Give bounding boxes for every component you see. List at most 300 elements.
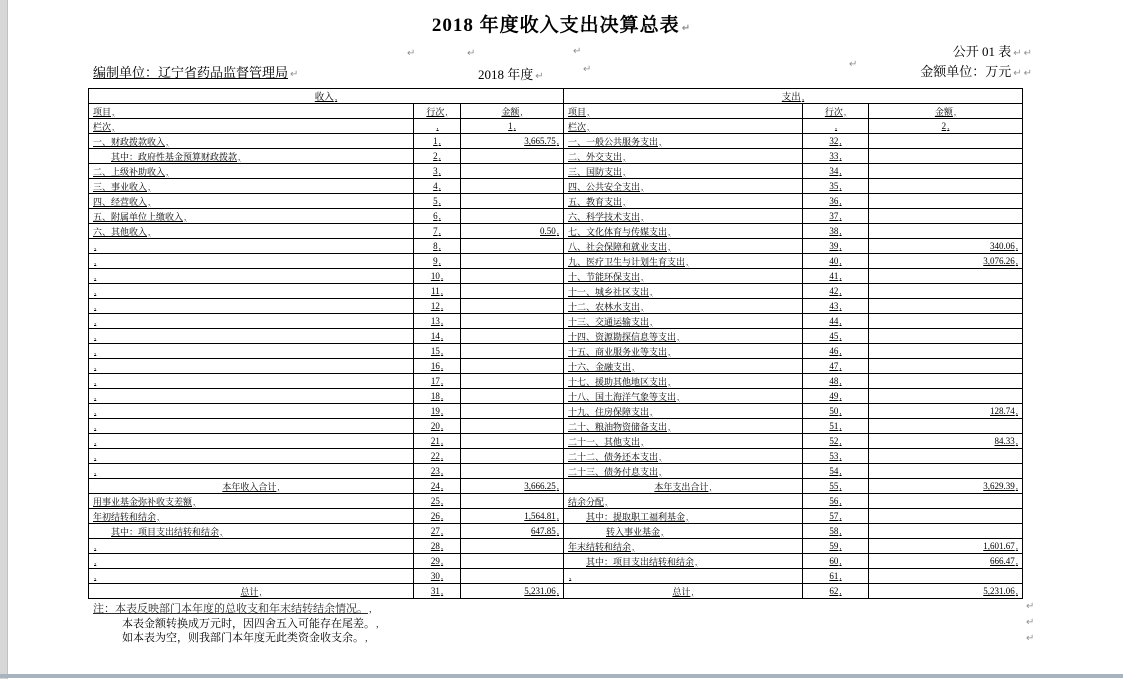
- cell-end-mark: ,: [94, 376, 97, 386]
- amount-unit: [920, 61, 1032, 80]
- table-row: [564, 359, 1023, 374]
- cell-end-mark: ,: [94, 241, 97, 251]
- line-number-cell: 3,: [414, 164, 461, 179]
- item-cell: 十三、交通运输支出,: [564, 314, 803, 329]
- footnote-line: 注：本表反映部门本年度的总收支和年末结转结余情况。,: [93, 603, 372, 615]
- fiscal-year: [478, 64, 544, 83]
- expenditure-header-row: [564, 104, 1023, 119]
- line-number-cell: 32,: [803, 134, 869, 149]
- item-cell: [89, 239, 414, 254]
- cell-end-mark: ,: [440, 466, 444, 476]
- paragraph-mark-icon: ↵: [1026, 633, 1035, 644]
- table-row: [564, 584, 1023, 599]
- cell-end-mark: ,: [94, 436, 97, 446]
- cell-end-mark: ,: [623, 196, 626, 207]
- item-cell: [89, 299, 414, 314]
- item-cell: [89, 554, 414, 569]
- cell-end-mark: ,: [94, 421, 97, 431]
- cell-end-mark: ,: [659, 451, 662, 462]
- line-number-cell: 28,: [414, 539, 461, 554]
- cell-end-mark: ,: [440, 391, 444, 401]
- amount-cell: [461, 344, 564, 359]
- cell-end-mark: ,: [839, 406, 842, 416]
- table-row: [564, 344, 1023, 359]
- line-number-cell: 9,: [414, 254, 461, 269]
- cell-end-mark: ,: [112, 106, 115, 117]
- cell-end-mark: ,: [839, 496, 842, 506]
- compiling-unit: [93, 62, 298, 81]
- line-number-cell: 59,: [803, 539, 869, 554]
- paragraph-mark-icon: ↵: [1013, 48, 1022, 59]
- item-cell: 用事业基金弥补收支差额,: [89, 494, 414, 509]
- cell-end-mark: ,: [94, 271, 97, 281]
- table-row: [564, 284, 1023, 299]
- table-row: [89, 359, 564, 374]
- item-cell: [89, 464, 414, 479]
- item-cell: 一、一般公共服务支出,: [564, 134, 803, 149]
- amount-cell: [461, 569, 564, 584]
- cell-end-mark: ,: [659, 136, 662, 147]
- amount-cell: [869, 284, 1023, 299]
- amount-cell: [461, 554, 564, 569]
- cell-end-mark: ,: [440, 331, 444, 341]
- paragraph-mark-icon: ↵: [290, 69, 299, 80]
- cell-end-mark: ,: [839, 436, 842, 446]
- cell-end-mark: ,: [365, 632, 368, 644]
- item-cell: 年末结转和结余,: [564, 539, 803, 554]
- item-cell: 十七、援助其他地区支出,: [564, 374, 803, 389]
- table-row: [564, 374, 1023, 389]
- line-number-cell: 30,: [414, 569, 461, 584]
- table-row: [564, 179, 1023, 194]
- line-number-cell: 48,: [803, 374, 869, 389]
- cell-end-mark: ,: [839, 196, 842, 206]
- income-section-title: [89, 89, 564, 104]
- colno-value: 1,: [461, 119, 564, 134]
- cell-end-mark: ,: [94, 466, 97, 476]
- item-cell: 四、公共安全支出,: [564, 179, 803, 194]
- line-number-cell: 26,: [414, 509, 461, 524]
- item-cell: 十九、住房保障支出,: [564, 404, 803, 419]
- income-section-row: [89, 89, 564, 104]
- table-row: [89, 254, 564, 269]
- cell-end-mark: ,: [641, 436, 644, 447]
- cell-end-mark: ,: [839, 241, 842, 251]
- line-number-cell: 24,: [414, 479, 461, 494]
- item-cell: [89, 374, 414, 389]
- amount-cell: [869, 314, 1023, 329]
- cell-end-mark: ,: [623, 166, 626, 177]
- amount-cell: [461, 209, 564, 224]
- cell-end-mark: ,: [839, 556, 842, 566]
- table-row: [564, 134, 1023, 149]
- cell-end-mark: ,: [686, 511, 689, 522]
- line-number-cell: 35,: [803, 179, 869, 194]
- item-cell: [89, 449, 414, 464]
- item-cell: 其中：提取职工福利基金,: [564, 509, 803, 524]
- item-cell: [89, 359, 414, 374]
- paragraph-mark-icon: ↵: [1023, 68, 1032, 79]
- cell-end-mark: ,: [691, 586, 694, 597]
- amount-cell: [461, 284, 564, 299]
- table-code-text: 公开 01 表: [952, 44, 1012, 59]
- line-number-cell: 37,: [803, 209, 869, 224]
- item-cell: 二、外交支出,: [564, 149, 803, 164]
- cell-end-mark: ,: [440, 406, 444, 416]
- table-row: [564, 509, 1023, 524]
- item-cell: 十、节能环保支出,: [564, 269, 803, 284]
- amount-cell: 84.33,: [869, 434, 1023, 449]
- amount-cell: [461, 269, 564, 284]
- table-row: [564, 539, 1023, 554]
- amount-cell: [461, 194, 564, 209]
- amount-cell: [869, 269, 1023, 284]
- cell-end-mark: ,: [1015, 241, 1018, 251]
- cell-end-mark: ,: [605, 496, 608, 507]
- item-cell: 五、教育支出,: [564, 194, 803, 209]
- table-row: [89, 164, 564, 179]
- cell-end-mark: ,: [839, 586, 842, 596]
- item-cell: 转入事业基金,: [564, 524, 803, 539]
- line-number-cell: 34,: [803, 164, 869, 179]
- cell-end-mark: ,: [1015, 406, 1018, 416]
- amount-cell: [869, 299, 1023, 314]
- table-row: [89, 539, 564, 554]
- amount-cell: 647.85,: [461, 524, 564, 539]
- line-number-cell: 27,: [414, 524, 461, 539]
- amount-cell: [869, 509, 1023, 524]
- cell-end-mark: ,: [440, 286, 443, 296]
- header-item: 项目,: [564, 104, 803, 119]
- cell-end-mark: ,: [1015, 541, 1018, 551]
- item-cell: 三、事业收入,: [89, 179, 414, 194]
- table-row: [564, 524, 1023, 539]
- line-number-cell: 43,: [803, 299, 869, 314]
- line-number-cell: 21,: [414, 434, 461, 449]
- table-row: [564, 464, 1023, 479]
- paragraph-mark-icon: ↵: [1013, 68, 1022, 79]
- cell-end-mark: ,: [668, 226, 671, 237]
- cell-end-mark: ,: [839, 481, 842, 491]
- table-row: [89, 134, 564, 149]
- amount-cell: [461, 449, 564, 464]
- amount-cell: [461, 539, 564, 554]
- line-number-cell: 7,: [414, 224, 461, 239]
- cell-end-mark: ,: [839, 331, 842, 341]
- cell-end-mark: ,: [623, 151, 626, 162]
- paragraph-mark-icon: ↵: [573, 46, 582, 57]
- cell-end-mark: ,: [148, 226, 151, 237]
- item-cell: [89, 344, 414, 359]
- cell-end-mark: ,: [438, 241, 441, 251]
- table-row: [564, 494, 1023, 509]
- colno-label: 栏次,: [89, 119, 414, 134]
- cell-end-mark: ,: [839, 256, 842, 266]
- amount-cell: [869, 419, 1023, 434]
- cell-end-mark: ,: [438, 256, 441, 266]
- cell-end-mark: ,: [1015, 556, 1018, 566]
- table-code: [953, 41, 1032, 60]
- table-row: [564, 569, 1023, 584]
- amount-cell: [869, 329, 1023, 344]
- paragraph-mark-icon: ↵: [681, 23, 692, 34]
- amount-cell: [869, 164, 1023, 179]
- table-row: [564, 299, 1023, 314]
- cell-end-mark: ,: [650, 316, 653, 327]
- cell-end-mark: ,: [839, 271, 842, 281]
- cell-end-mark: ,: [677, 331, 680, 342]
- amount-cell: [461, 434, 564, 449]
- paragraph-mark-icon: ↵: [1026, 617, 1035, 628]
- cell-end-mark: ,: [839, 346, 842, 356]
- income-header-row: [89, 104, 564, 119]
- cell-end-mark: ,: [440, 586, 444, 596]
- line-number-cell: 36,: [803, 194, 869, 209]
- item-cell: 五、附属单位上缴收入,: [89, 209, 414, 224]
- table-row: [89, 494, 564, 509]
- cell-end-mark: ,: [839, 571, 842, 581]
- header-line: 行次,: [414, 104, 461, 119]
- cell-end-mark: ,: [440, 376, 444, 386]
- line-number-cell: 55,: [803, 479, 869, 494]
- cell-end-mark: ,: [440, 556, 444, 566]
- item-cell: [89, 329, 414, 344]
- cell-end-mark: ,: [94, 346, 97, 356]
- cell-end-mark: ,: [650, 286, 653, 297]
- amount-cell: [869, 179, 1023, 194]
- item-cell: 九、医疗卫生与计划生育支出,: [564, 254, 803, 269]
- amount-cell: 128.74,: [869, 404, 1023, 419]
- line-number-cell: 44,: [803, 314, 869, 329]
- item-cell: 二、上级补助收入,: [89, 164, 414, 179]
- table-row: [564, 404, 1023, 419]
- item-cell: 总计,: [564, 584, 803, 599]
- cell-end-mark: ,: [839, 316, 842, 326]
- cell-end-mark: ,: [641, 211, 644, 222]
- line-number-cell: 16,: [414, 359, 461, 374]
- amount-cell: [869, 449, 1023, 464]
- cell-end-mark: ,: [438, 181, 441, 191]
- item-cell: 二十一、其他支出,: [564, 434, 803, 449]
- item-cell: 其中：项目支出结转和结余,: [564, 554, 803, 569]
- amount-cell: 3,076.26,: [869, 254, 1023, 269]
- cell-end-mark: ,: [193, 496, 196, 507]
- amount-cell: [869, 569, 1023, 584]
- line-number-cell: 14,: [414, 329, 461, 344]
- table-row: [89, 479, 564, 494]
- footnote-line: 本表金额转换成万元时，因四舍五入可能存在尾差。,: [122, 617, 379, 630]
- item-cell: [89, 269, 414, 284]
- item-cell: [89, 284, 414, 299]
- item-cell: [564, 569, 803, 584]
- amount-cell: [869, 464, 1023, 479]
- line-number-cell: 17,: [414, 374, 461, 389]
- cell-end-mark: ,: [438, 226, 441, 236]
- cell-end-mark: ,: [148, 181, 151, 192]
- table-row: [564, 479, 1023, 494]
- cell-end-mark: ,: [839, 361, 842, 371]
- cell-end-mark: ,: [587, 121, 590, 132]
- cell-end-mark: ,: [650, 406, 653, 417]
- item-cell: [89, 389, 414, 404]
- line-number-cell: 20,: [414, 419, 461, 434]
- amount-cell: 1,601.67,: [869, 539, 1023, 554]
- table-row: [564, 239, 1023, 254]
- cell-end-mark: ,: [440, 571, 444, 581]
- line-number-cell: 4,: [414, 179, 461, 194]
- cell-end-mark: ,: [677, 391, 680, 402]
- item-cell: 二十二、债务还本支出,: [564, 449, 803, 464]
- cell-end-mark: ,: [94, 331, 97, 341]
- table-row: [564, 164, 1023, 179]
- table-row: [564, 149, 1023, 164]
- header-line: 行次,: [803, 104, 869, 119]
- table-row: [89, 404, 564, 419]
- line-number-cell: 1,: [414, 134, 461, 149]
- cell-end-mark: ,: [632, 361, 635, 372]
- line-number-cell: 6,: [414, 209, 461, 224]
- item-cell: 二十三、债务付息支出,: [564, 464, 803, 479]
- cell-end-mark: ,: [438, 196, 441, 206]
- page-left-margin-strip: [0, 0, 8, 679]
- cell-end-mark: ,: [94, 361, 97, 371]
- table-row: [89, 194, 564, 209]
- line-number-cell: 19,: [414, 404, 461, 419]
- line-number-cell: 45,: [803, 329, 869, 344]
- cell-end-mark: ,: [440, 511, 444, 521]
- line-number-cell: 41,: [803, 269, 869, 284]
- line-number-cell: 10,: [414, 269, 461, 284]
- item-cell: 七、文化体育与传媒支出,: [564, 224, 803, 239]
- item-cell: 本年支出合计,: [564, 479, 803, 494]
- cell-end-mark: ,: [438, 136, 441, 146]
- amount-unit-text: 金额单位：万元: [920, 64, 1012, 79]
- cell-end-mark: ,: [953, 106, 957, 117]
- header-amount: 金额,: [869, 104, 1023, 119]
- cell-end-mark: ,: [668, 421, 671, 432]
- table-row: [89, 209, 564, 224]
- item-cell: 总计,: [89, 584, 414, 599]
- colno-blank: [803, 119, 869, 134]
- cell-end-mark: ,: [166, 166, 169, 177]
- table-row: [89, 224, 564, 239]
- table-row: [89, 269, 564, 284]
- cell-end-mark: ,: [839, 391, 842, 401]
- table-row: [89, 449, 564, 464]
- line-number-cell: 13,: [414, 314, 461, 329]
- cell-end-mark: ,: [839, 181, 842, 191]
- cell-end-mark: ,: [148, 196, 151, 207]
- amount-cell: [869, 374, 1023, 389]
- amount-cell: [461, 359, 564, 374]
- table-row: [564, 389, 1023, 404]
- cell-end-mark: ,: [632, 541, 635, 552]
- cell-end-mark: ,: [94, 391, 97, 401]
- line-number-cell: 11,: [414, 284, 461, 299]
- cell-end-mark: ,: [641, 271, 644, 282]
- cell-end-mark: ,: [556, 136, 559, 146]
- amount-cell: 0.50,: [461, 224, 564, 239]
- cell-end-mark: ,: [438, 166, 441, 176]
- cell-end-mark: ,: [641, 301, 644, 312]
- line-number-cell: 22,: [414, 449, 461, 464]
- amount-cell: [461, 314, 564, 329]
- table-row: [89, 584, 564, 599]
- cell-end-mark: ,: [834, 121, 838, 131]
- cell-end-mark: ,: [440, 526, 444, 536]
- cell-end-mark: ,: [1015, 436, 1018, 446]
- table-row: [89, 299, 564, 314]
- amount-cell: 1,564.81,: [461, 509, 564, 524]
- cell-end-mark: ,: [440, 361, 444, 371]
- footnote-line: 如本表为空，则我部门本年度无此类资金收支余。,: [122, 632, 368, 644]
- table-row: [89, 329, 564, 344]
- item-cell: 十五、商业服务业等支出,: [564, 344, 803, 359]
- item-cell: 其中：政府性基金预算财政拨款,: [89, 149, 414, 164]
- amount-cell: [461, 494, 564, 509]
- cell-end-mark: ,: [376, 617, 379, 630]
- footnotes: [93, 602, 379, 646]
- amount-cell: [461, 299, 564, 314]
- cell-end-mark: ,: [839, 211, 842, 221]
- table-row: [89, 434, 564, 449]
- item-cell: 四、经营收入,: [89, 194, 414, 209]
- table-row: [89, 464, 564, 479]
- table-row: [89, 524, 564, 539]
- amount-cell: [461, 329, 564, 344]
- amount-cell: [869, 524, 1023, 539]
- line-number-cell: 46,: [803, 344, 869, 359]
- cell-end-mark: ,: [440, 421, 444, 431]
- cell-end-mark: ,: [695, 556, 698, 567]
- line-number-cell: 61,: [803, 569, 869, 584]
- table-row: [89, 149, 564, 164]
- table-row: [564, 314, 1023, 329]
- cell-end-mark: ,: [1015, 256, 1018, 266]
- item-cell: 一、财政拨款收入,: [89, 134, 414, 149]
- line-number-cell: 29,: [414, 554, 461, 569]
- line-number-cell: 38,: [803, 224, 869, 239]
- item-cell: 十六、金融支出,: [564, 359, 803, 374]
- amount-cell: [461, 389, 564, 404]
- table-row: [564, 449, 1023, 464]
- cell-end-mark: ,: [440, 496, 444, 506]
- table-row: [89, 509, 564, 524]
- cell-end-mark: ,: [1015, 586, 1018, 596]
- item-cell: [89, 539, 414, 554]
- item-cell: 年初结转和结余,: [89, 509, 414, 524]
- paragraph-mark-icon: ↵: [1026, 601, 1035, 612]
- item-cell: [89, 419, 414, 434]
- cell-end-mark: ,: [668, 346, 671, 357]
- cell-end-mark: ,: [839, 376, 842, 386]
- cell-end-mark: ,: [369, 603, 372, 615]
- cell-end-mark: ,: [184, 211, 187, 222]
- table-row: [89, 314, 564, 329]
- cell-end-mark: ,: [94, 286, 97, 296]
- cell-end-mark: ,: [843, 106, 847, 117]
- cell-end-mark: ,: [839, 541, 842, 551]
- amount-cell: [869, 224, 1023, 239]
- amount-cell: 666.47,: [869, 554, 1023, 569]
- amount-cell: [461, 404, 564, 419]
- paragraph-mark-icon: ↵: [1023, 48, 1032, 59]
- income-table: [88, 88, 564, 599]
- table-row: [89, 284, 564, 299]
- cell-end-mark: ,: [839, 166, 842, 176]
- line-number-cell: 5,: [414, 194, 461, 209]
- cell-end-mark: ,: [839, 421, 842, 431]
